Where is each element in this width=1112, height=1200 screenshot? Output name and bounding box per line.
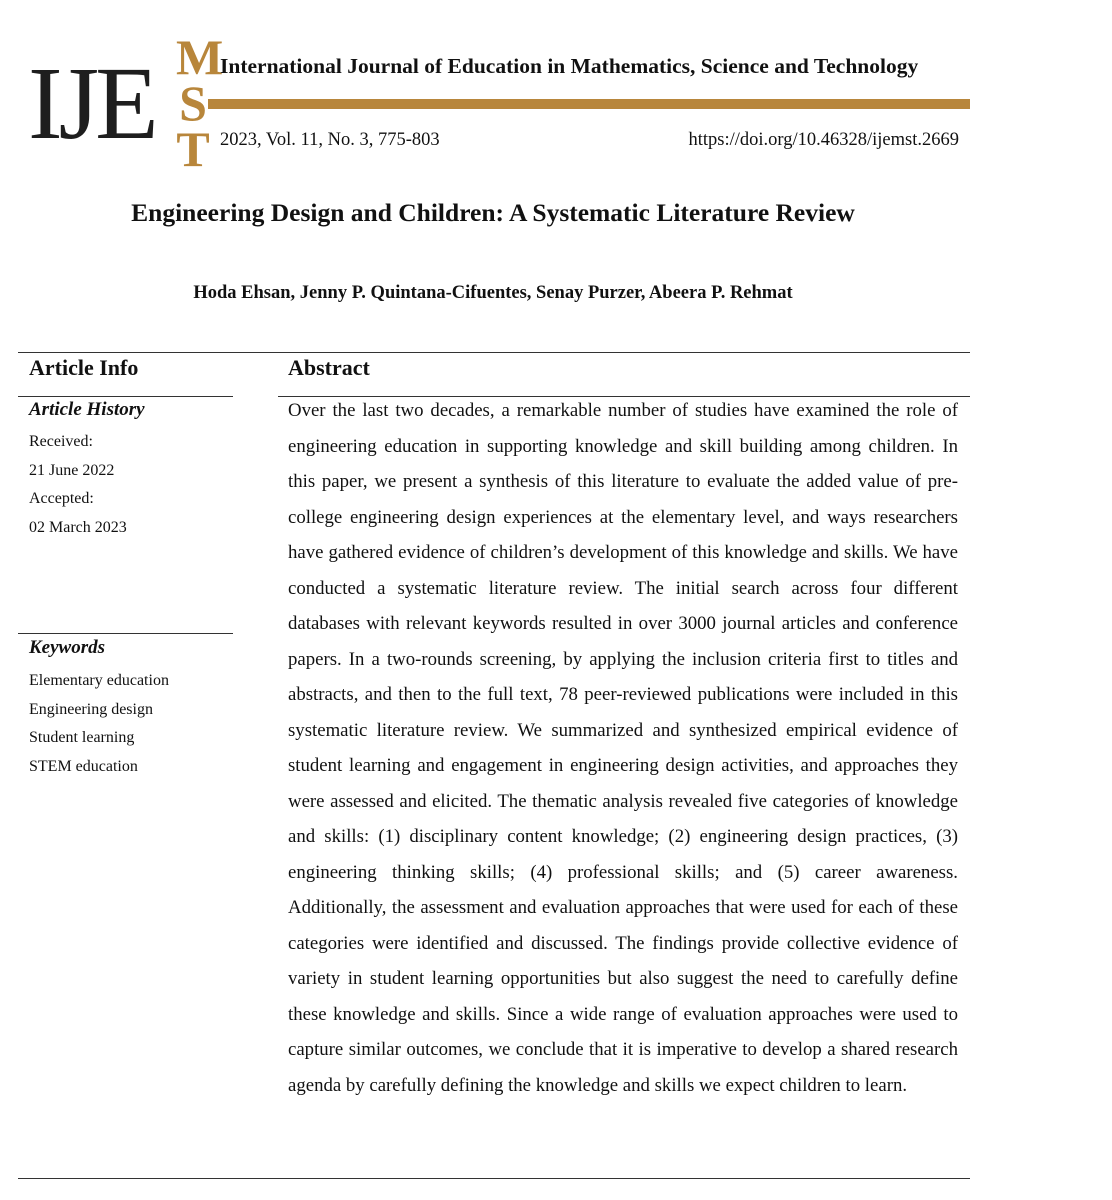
received-date: 21 June 2022 xyxy=(29,462,115,479)
abstract-text: Over the last two decades, a remarkable number of studies have examined the role of engineering education in supporting knowledge and skill building among children. In this paper, we present a synthesis of this literature to evaluate the added value of pre-college engineering design experiences at the elementary level, and ways researchers have gathered evidence of children’s development of this knowledge and skills. We have conducted a systematic literature review. The initial search across four different databases with relevant keywords resulted in over 3000 journal articles and conference papers. In a two-rounds screening, by applying the inclusion criteria first to titles and abstracts, and then to the full text, 78 peer-reviewed publications were included in this systematic literature review. We summarized and synthesized empirical evidence of student learning and engagement in engineering design activities, and approaches they were assessed and elicited. The thematic analysis revealed five categories of knowledge and skills: (1) disciplinary content knowledge; (2) engineering design practices, (3) engineering thinking skills; (4) professional skills; and (5) career awareness. Additionally, the assessment and evaluation approaches that were used for each of these categories were identified and discussed. The findings provide collective evidence of variety in student learning opportunities but also suggest the need to carefully define these knowledge and skills. Since a wide range of evaluation approaches were used to capture similar outcomes, we conclude that it is imperative to develop a shared research agenda by carefully defining the knowledge and skills we expect children to learn. xyxy=(288,400,958,1096)
article-info-heading: Article Info xyxy=(29,355,139,380)
keywords-rule xyxy=(18,633,233,634)
logo-main-letters: IJE xyxy=(28,46,155,161)
doi-link[interactable]: https://doi.org/10.46328/ijemst.2669 xyxy=(688,130,959,150)
issue-info: 2023, Vol. 11, No. 3, 775-803 xyxy=(220,130,440,150)
header-accent-bar xyxy=(208,99,970,109)
keyword-item: Elementary education xyxy=(29,672,169,689)
logo-letter-m: M xyxy=(176,29,224,85)
bottom-rule xyxy=(18,1178,970,1179)
keyword-item: STEM education xyxy=(29,757,138,775)
abstract-heading: Abstract xyxy=(288,355,370,380)
logo-letter-t: T xyxy=(176,121,210,177)
accepted-label: Accepted: xyxy=(29,490,94,507)
logo-letter-s: S xyxy=(179,75,207,131)
author-list: Hoda Ehsan, Jenny P. Quintana-Cifuentes, Senay Purzer, Abeera P. Rehmat xyxy=(193,283,793,303)
top-rule xyxy=(18,352,970,353)
article-history-heading: Article History xyxy=(29,399,145,420)
keywords-heading: Keywords xyxy=(29,637,105,658)
keywords-list xyxy=(29,671,169,785)
paper-title: Engineering Design and Children: A Systematic Literature Review xyxy=(131,198,855,227)
info-heading-rule xyxy=(18,396,233,397)
received-label: Received: xyxy=(29,433,93,450)
keyword-item: Engineering design xyxy=(29,700,153,718)
journal-name: International Journal of Education in Mathematics, Science and Technology xyxy=(220,54,919,78)
accepted-date: 02 March 2023 xyxy=(29,519,127,536)
journal-logo xyxy=(28,29,224,177)
keyword-item: Student learning xyxy=(29,729,135,746)
